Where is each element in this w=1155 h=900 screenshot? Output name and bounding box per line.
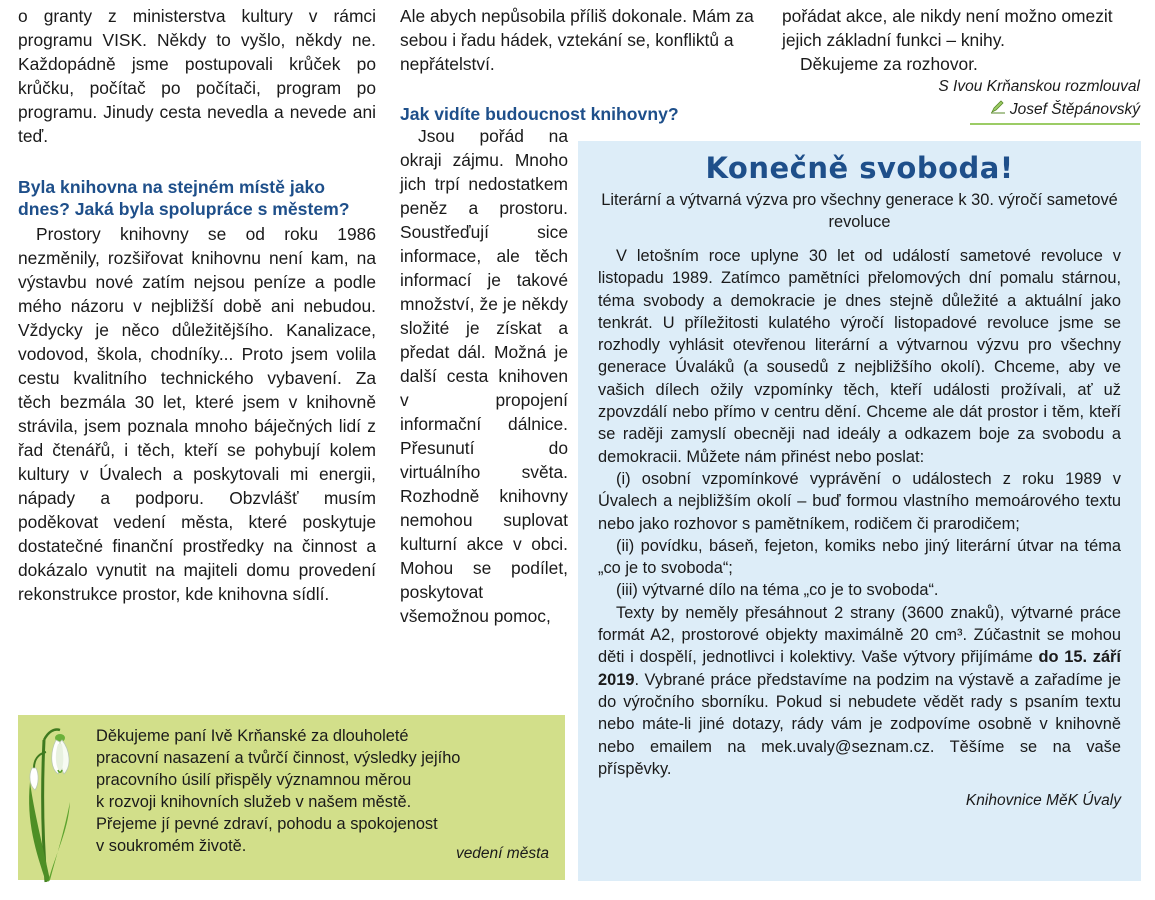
author-name: Josef Štěpánovský — [1009, 101, 1140, 119]
announcement-subtitle: Literární a výtvarná výzva pro všechny generace k 30. výročí sametové revoluce — [601, 191, 1118, 231]
thanks-line-4: k rozvoji knihovních služeb v našem městě. — [96, 793, 412, 811]
thanks-line-3: pracovního úsilí přispěly významnou měrou — [96, 771, 412, 789]
column-left — [18, 4, 376, 606]
interview-credit: S Ivou Krňanskou rozmlouval — [938, 78, 1140, 95]
author-underline — [970, 123, 1140, 125]
announcement-item-1: (i) osobní vzpomínkové vyprávění o událostech z roku 1989 v Úvalech a nejbližším okolí – buď formou vlastního memoárového textu nebo jako rozhovor s pamětníkem, rodičem či prarodičem; — [598, 469, 1121, 533]
announcement-item-2: (ii) povídku, báseň, fejeton, komiks nebo jiný literární útvar na téma „co je to svoboda“; — [598, 536, 1121, 578]
thanks-text — [96, 725, 551, 857]
pen-icon — [990, 99, 1006, 121]
interview-paragraph: o granty z ministerstva kultury v rámci programu VISK. Někdy to vyšlo, někdy ne. Každopádně jsme postupovali krůček po krůčku, počítač po počítači, program po programu. Jinudy cesta nevedla a nevede ani teď. — [18, 6, 376, 146]
column-right — [782, 4, 1140, 125]
thanks-signature: vedení města — [455, 845, 549, 862]
interview-paragraph-2: Ale abych nepůsobila příliš dokonale. Mám za sebou i řadu hádek, vztekání se, konfliktů a nepřátelství. — [400, 6, 754, 74]
announcement-details — [598, 602, 1121, 780]
interview-question-2: Jak vidíte budoucnost knihovny? — [400, 104, 679, 124]
announcement-title: Konečně svoboda! — [705, 151, 1014, 185]
announcement-box — [578, 141, 1141, 881]
interview-answer: Prostory knihovny se od roku 1986 nezměnily, rozšiřovat knihovnu není kam, na výstavbu nové zatím nejsou peníze a podle mého názoru v nejbližší době ani nebudou. Vždycky je něco důležitějšího. Kanalizace, vodovod, škola, chodníky... Proto jsem volila cestu kvalitního technického vybavení. Za těch bezmála 30 let, které jsem v knihovně strávila, jsem poznala mnoho báječných lidí z řad čtenářů, i těch, kteří se pohybují kolem kultury v Úvalech a poskytovali mi energii, nápady a podporu. Obzvlášť musím poděkovat vedení města, které poskytuje dostatečné finanční prostředky na činnost a dokázalo vynutit na majiteli domu provedení rekonstrukce prostor, kde knihovna sídlí. — [18, 224, 376, 604]
interview-answer-2: Jsou pořád na okraji zájmu. Mnoho jich trpí nedostatkem peněz a prostoru. Soustřeďují sice informace, ale těch informací je takové množství, že je někdy složité je získat a předat dál. Možná je další cesta knihoven v propojení informační dálnice. Přesunutí do virtuálního světa. Rozhodně knihovny nemohou suplovat kulturní akce v obci. Mohou se podílet, poskytovat všemožnou pomoc, — [400, 126, 568, 626]
announcement-item-3: (iii) výtvarné dílo na téma „co je to svoboda“. — [616, 581, 939, 600]
deadline: do 15. září 2019 — [598, 648, 1121, 689]
announcement-body — [598, 245, 1121, 780]
announcement-paragraph: V letošním roce uplyne 30 let od událostí sametové revoluce v listopadu 1989. Zatímco pamětníci přelomových dní pomalu stárnou, téma svobody a demokracie je dnes stejně důležité a aktuální jako tenkrát. U příležitosti kulatého výročí listopadové revoluce jsme se rozhodly vyhlásit otevřenou literární a výtvarnou výzvu pro všechny generace Úvaláků (a sousedů z nejbližšího okolí). Chceme, aby ve vašich dílech ožily vzpomínky těch, kteří události prožívali, ať už zpovzdálí nebo přímo v centru dění. Chceme ale dát prostor i těm, kteří se raději zamyslí obecněji nad ideály a odkazem boje za svobodu a demokracii. Můžete nám přinést nebo poslat: — [598, 247, 1121, 466]
thanks-line-6: v soukromém životě. — [96, 837, 247, 855]
interview-question: Byla knihovna na stejném místě jako dnes? Jaká byla spolupráce s městem? — [18, 177, 350, 219]
thanks-line: Děkujeme za rozhovor. — [800, 54, 978, 74]
thanks-line-1: Děkujeme paní Ivě Krňanské za dlouholeté — [96, 727, 409, 745]
details-rest: . Vybrané práce představíme na podzim na výstavě a zařadíme je do výročního sborníku. Pokud si nebudete vědět rady s psaním textu nebo máte-li jiné dotazy, rády vám je zodpovíme osobně v knihovně nebo emailem na mek.uvaly@seznam.cz. Těšíme se na vaše příspěvky. — [598, 670, 1121, 778]
snowdrop-flower-icon — [20, 712, 80, 884]
interview-continuation: pořádat akce, ale nikdy není možno omezit jejich základní funkci – knihy. — [782, 6, 1113, 50]
thanks-line-5: Přejeme jí pevné zdraví, pohodu a spokojenost — [96, 815, 438, 833]
thanks-line-2: pracovní nasazení a tvůrčí činnost, výsledky jejího — [96, 749, 461, 767]
author-line — [782, 99, 1140, 121]
announcement-signature: Knihovnice MěK Úvaly — [965, 792, 1121, 810]
details-text: Texty by neměly přesáhnout 2 strany (3600 znaků), výtvarné práce formát A2, prostorové objekty maximálně 20 cm³. Zúčastnit se mohou děti i dospělí, jednotlivci i kolektivy. Vaše výtvory přijímáme — [598, 603, 1121, 667]
thanks-box — [18, 715, 565, 880]
